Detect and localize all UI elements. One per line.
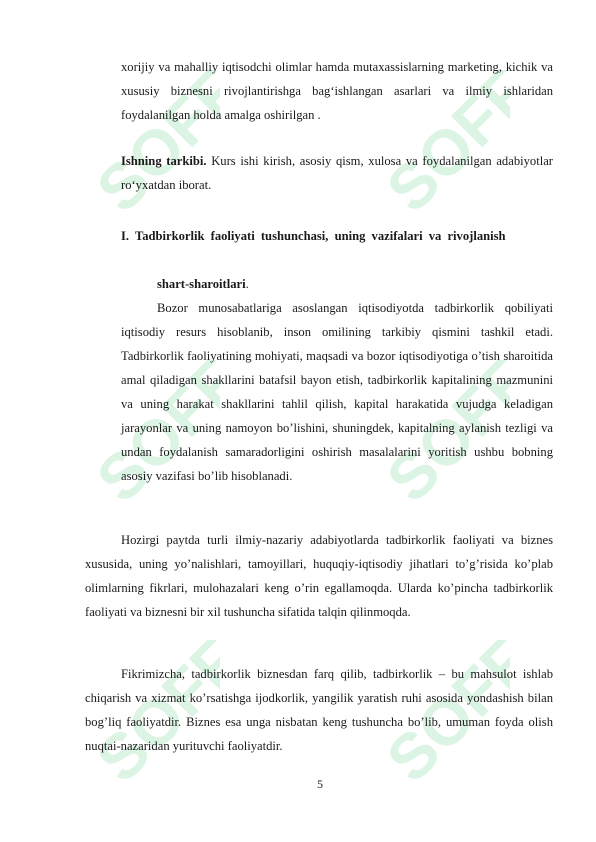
paragraph-current-views — [85, 528, 553, 624]
paragraph-intro-sources: xorijiy va mahalliy iqtisodchi olimlar hamda mutaxassislarning marketing, kichik va xususiy biznesni rivojlantirishga bag‘ishlangan asarlari va ilmiy ishlaridan foydalanilgan holda amalga oshirilgan . — [121, 60, 553, 122]
paragraph-opinion-text: Fikrimizcha, tadbirkorlik biznesdan farq qilib, tadbirkorlik – bu mahsulot ishlab chiqarish va xizmat ko’rsatishga ijodkorlik, yangilik yaratish ruhi asosida yondashish bilan bog’liq faoliyatdir. Biznes esa unga nisbatan keng tushuncha bo’lib, umuman foyda olish nuqtai-nazaridan yurituvchi faoliyatdir. — [85, 667, 553, 753]
structure-lead: Ishning tarkibi. — [121, 154, 207, 168]
paragraph-market-economy-text: Bozor munosabatlariga asoslangan iqtisodiyotda tadbirkorlik qobiliyati iqtisodiy resurs hisoblanib, inson omilining tarkibiy qismini tashkil etadi. Tadbirkorlik faoliyatining mohiyati, maqsadi va bozor iqtisodiyotiga o’tish sharoitida amal qiladigan shakllarini batafsil bayon etish, tadbirkorlik kapitalining mazmunini va uning harakat shakllarini tahlil qilish, kapital harakatida vujudga keladigan jarayonlar va uning namoyon bo’lishini, shuningdek, kapitalning aylanish tezligi va undan foydalanish samaradorligini oshirish masalalarini yoritish ushbu bobning asosiy vazifasi bo’lib hisoblanadi. — [121, 301, 553, 483]
structure-text: Kurs ishi kirish, asosiy qism, xulosa va foydalanilgan adabiyotlar ro‘yxatdan iborat. — [121, 154, 553, 192]
svg-text:SOFF: SOFF — [82, 70, 220, 220]
svg-text:SOFF: SOFF — [82, 640, 220, 790]
paragraph-opinion — [85, 662, 553, 758]
section-heading-line2: shart-sharoitlari — [157, 277, 246, 291]
svg-text:SOFF: SOFF — [82, 360, 220, 510]
svg-text:SOFF: SOFF — [372, 360, 510, 510]
page-number: 5 — [317, 777, 323, 791]
section-heading: I. Tadbirkorlik faoliyati tushunchasi, uning vazifalari va rivojlanish — [121, 229, 506, 243]
paragraph-current-views-text: Hozirgi paytda turli ilmiy-nazariy adabiyotlarda tadbirkorlik faoliyati va biznes xususida, uning yo’nalishlari, tamoyillari, huquqiy-iqtisodiy jihatlari to’g’risida ko’plab olimlarning fikrlari, mulohazalari keng o’rin egallamoqda. Ularda ko’pincha tadbirkorlik faoliyati va biznesni bir xil tushuncha sifatida talqin qilinmoqda. — [85, 533, 553, 619]
paragraph-structure — [121, 149, 553, 197]
svg-text:SOFF: SOFF — [372, 640, 510, 790]
paragraph-market-economy — [121, 296, 553, 488]
svg-text:SOFF: SOFF — [372, 70, 510, 220]
section-heading-continued — [157, 272, 249, 296]
section-heading-period: . — [245, 277, 249, 291]
